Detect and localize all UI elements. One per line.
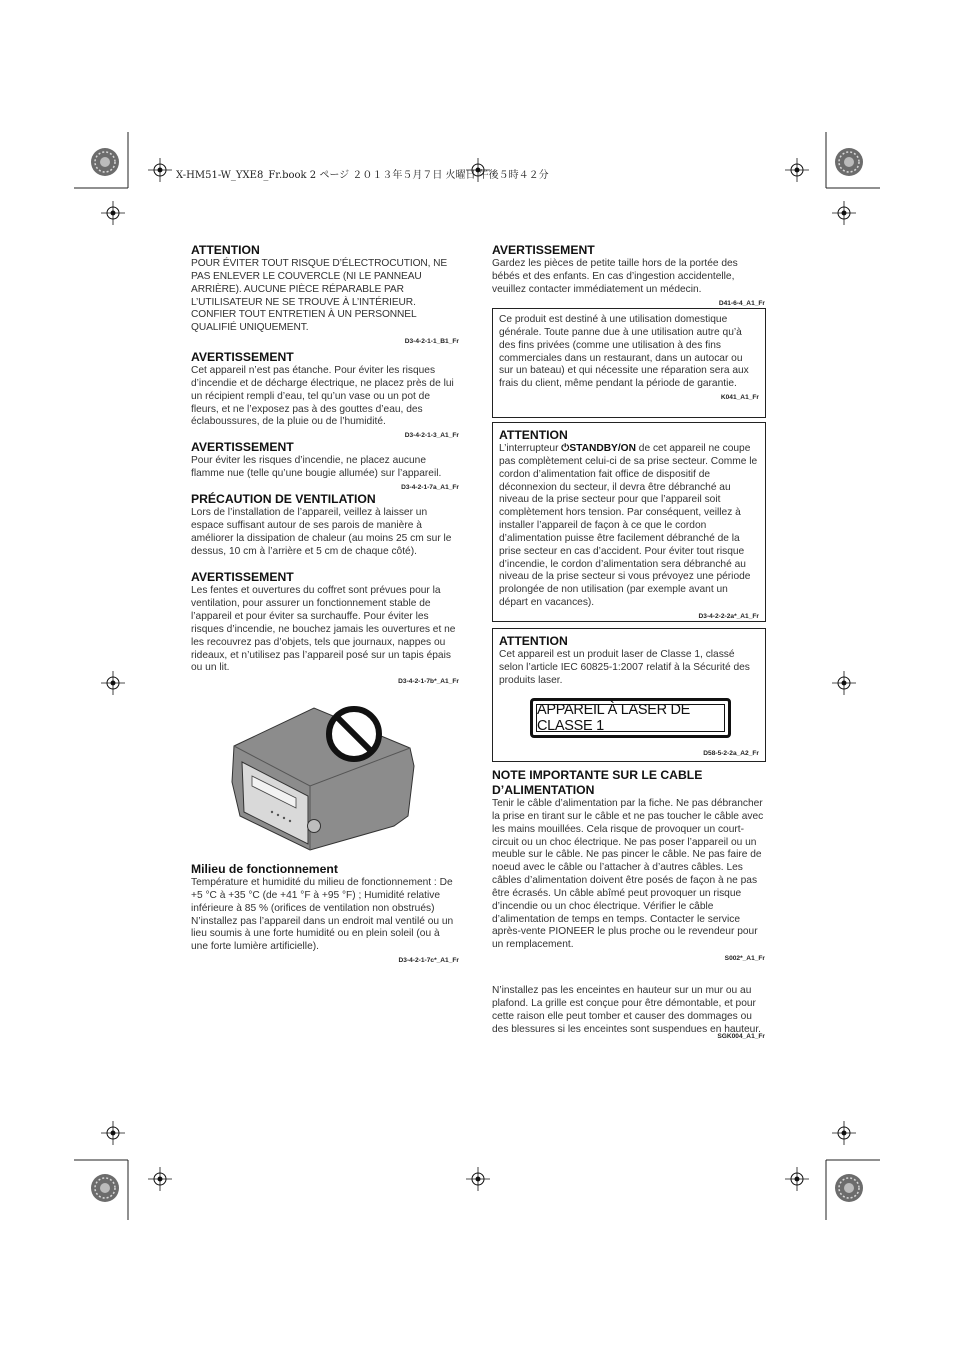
section-operating-environment [191, 862, 459, 965]
reference-code: SGK004_A1_Fr [717, 1033, 765, 1041]
section-power-cable [492, 768, 765, 963]
section-title: PRÉCAUTION DE VENTILATION [191, 491, 376, 506]
section-title: ATTENTION [499, 428, 568, 442]
section-body: N’installez pas les enceintes en hauteur sur un mur ou au plafond. La grille est conçue pour être démontable, et pour cette raison elle peut tomber et causer des dommages ou des blessures si les enceintes sont suspendues en hauteur. [492, 985, 762, 1035]
section-title: ATTENTION [191, 243, 260, 257]
section-title: NOTE IMPORTANTE SUR LE CABLE D’ALIMENTATION [492, 768, 703, 797]
switch-name: STANDBY/ON [569, 443, 636, 454]
section-title: AVERTISSEMENT [492, 243, 595, 257]
section-speakers [492, 985, 765, 1041]
left-column [191, 243, 459, 686]
reference-code: D3-4-2-1-7a_A1_Fr [401, 483, 459, 491]
covered-device-illustration [222, 704, 422, 854]
section-title: ATTENTION [499, 634, 568, 648]
reference-code: D41-6-4_A1_Fr [718, 299, 765, 307]
section-body: Ce produit est destiné à une utilisation domestique générale. Toute panne due à une utilisation autre qu’à des fins privées (comme une utilisation à des fins commerciales dans un restaurant, dans un autocar ou sur un bateau) et qui nécessite une réparation sera aux frais du client, même pendant la période de garantie. [499, 314, 749, 390]
notice-box-domestic-use [492, 308, 766, 418]
laser-class-label-text: APPAREIL À LASER DE CLASSE 1 [536, 704, 725, 732]
section-body: Les fentes et ouvertures du coffret sont prévues pour la ventilation, pour assurer un fonctionnement stable de l’appareil et pour éviter sa surchauffe. Pour éviter les risques d’incendie, ne bouchez jamais les ouvertures et ne les recouvrez pas d’objets, tels que journaux, nappes ou rideaux, et n’utilisez pas l’appareil posé sur un tapis épais ou un lit. [191, 585, 456, 674]
section-body: Gardez les pièces de petite taille hors de la portée des bébés et des enfants. En cas d’ingestion accidentelle, veuillez contacter immédiatement un médecin. [492, 258, 738, 295]
reference-code: K041_A1_Fr [720, 394, 759, 402]
section-avertissement-flame [191, 440, 459, 492]
notice-box-laser [492, 628, 766, 762]
reference-code: D3-4-2-2-2a*_A1_Fr [698, 612, 759, 620]
reference-code: D58-5-2-2a_A2_Fr [703, 750, 759, 757]
section-avertissement-water [191, 350, 459, 440]
section-body: Lors de l’installation de l’appareil, veillez à laisser un espace suffisant autour de ses parois de manière à améliorer la dissipation de chaleur (au moins 25 cm sur le dessus, 10 cm à l’arrière et 5 cm de chaque côté). [191, 506, 452, 557]
power-icon: ⏻ [561, 443, 570, 454]
section-title: Milieu de fonctionnement [191, 862, 338, 876]
section-body: Tenir le câble d’alimentation par la fiche. Ne pas débrancher la prise en tirant sur le câble et ne pas toucher le câble avec les mains mouillées. Cela risque de provoquer un court-circuit ou un choc électrique. Ne pas poser l’appareil ou un meuble sur le câble. Ne pas pincer le câble. Ne pas faire de noeud avec le câble ou l’attacher à d’autres câbles. Les câbles d’alimentation doivent être posés de façon à ne pas être écrasés. Un câble abîmé peut provoquer un risque d’incendie ou un choc électrique. Vérifier le câble d’alimentation de temps en temps. Contacter le service après-vente PIONEER le plus proche ou le revendeur pour un remplacement. [492, 798, 764, 951]
section-attention [191, 243, 459, 346]
section-body [499, 443, 759, 610]
section-title: AVERTISSEMENT [191, 350, 294, 365]
section-title: AVERTISSEMENT [191, 440, 294, 455]
body-lead: L’interrupteur [499, 443, 562, 454]
body-rest: de cet appareil ne coupe pas complètement celui-ci de sa prise secteur. Comme le cordon d’alimentation fait office de dispositif de déconnexion du secteur, il devra être débranché au niveau de la prise secteur pour que l’appareil soit complètement hors tension. Par conséquent, veillez à installer l’appareil de façon à ce que le cordon d’alimentation puisse être facilement débranché de la prise secteur en cas d’accident. Pour éviter tout risque d’incendie, le cordon d’alimentation sera débranché au niveau de la prise secteur si vous prévoyez une période prolongée de non utilisation (par exemple avant un départ en vacances). [499, 443, 758, 609]
section-title: AVERTISSEMENT [191, 570, 294, 585]
reference-code: D3-4-2-1-7b*_A1_Fr [398, 678, 459, 686]
section-ventilation [191, 492, 459, 558]
reference-code: D3-4-2-1-3_A1_Fr [404, 432, 459, 440]
laser-class-label [530, 698, 731, 738]
section-avertissement-openings [191, 570, 459, 686]
section-body: Température et humidité du milieu de fonctionnement : De +5 °C à +35 °C (de +41 °F à +95 °F) ; Humidité relative inférieure à 85 % (orifices de ventilation non obstrués) [191, 877, 453, 914]
book-header-line: X-HM51-W_YXE8_Fr.book 2 ページ ２０１３年５月７日 火曜日 午後５時４２分 [176, 170, 549, 181]
section-body: Pour éviter les risques d’incendie, ne placez aucune flamme nue (telle qu’une bougie allumée) sur l’appareil. [191, 455, 442, 480]
section-small-parts [492, 243, 765, 308]
section-body: N’installez pas l’appareil dans un endroit mal ventilé ou un lieu soumis à une forte humidité ou en plein soleil (ou à une forte lumière artificielle). [191, 915, 454, 953]
prohibition-icon [329, 709, 379, 759]
section-body: Cet appareil n’est pas étanche. Pour éviter les risques d’incendie et de décharge électrique, ne placez près de lui un récipient rempli d’eau, tel qu’un vase ou un pot de fleurs, et ne l’exposez pas à des gouttes d’eau, des éclaboussures, de la pluie ou de l’humidité. [191, 365, 454, 428]
section-body: POUR ÉVITER TOUT RISQUE D’ÉLECTROCUTION, NE PAS ENLEVER LE COUVERCLE (NI LE PANNEAU ARRIÈRE). AUCUNE PIÈCE RÉPARABLE PAR L’UTILISATEUR NE SE TROUVE À L’INTÉRIEUR. CONFIER TOUT ENTRETIEN À UN PERSONNEL QUALIFIÉ UNIQUEMENT. [191, 258, 448, 334]
reference-code: D3-4-2-1-1_B1_Fr [404, 338, 459, 346]
reference-code: S002*_A1_Fr [724, 955, 765, 963]
notice-box-standby [492, 422, 766, 622]
reference-code: D3-4-2-1-7c*_A1_Fr [398, 957, 459, 965]
section-body: Cet appareil est un produit laser de Classe 1, classé selon l’article IEC 60825-1:2007 relatif à la Sécurité des produits laser. [499, 649, 750, 686]
